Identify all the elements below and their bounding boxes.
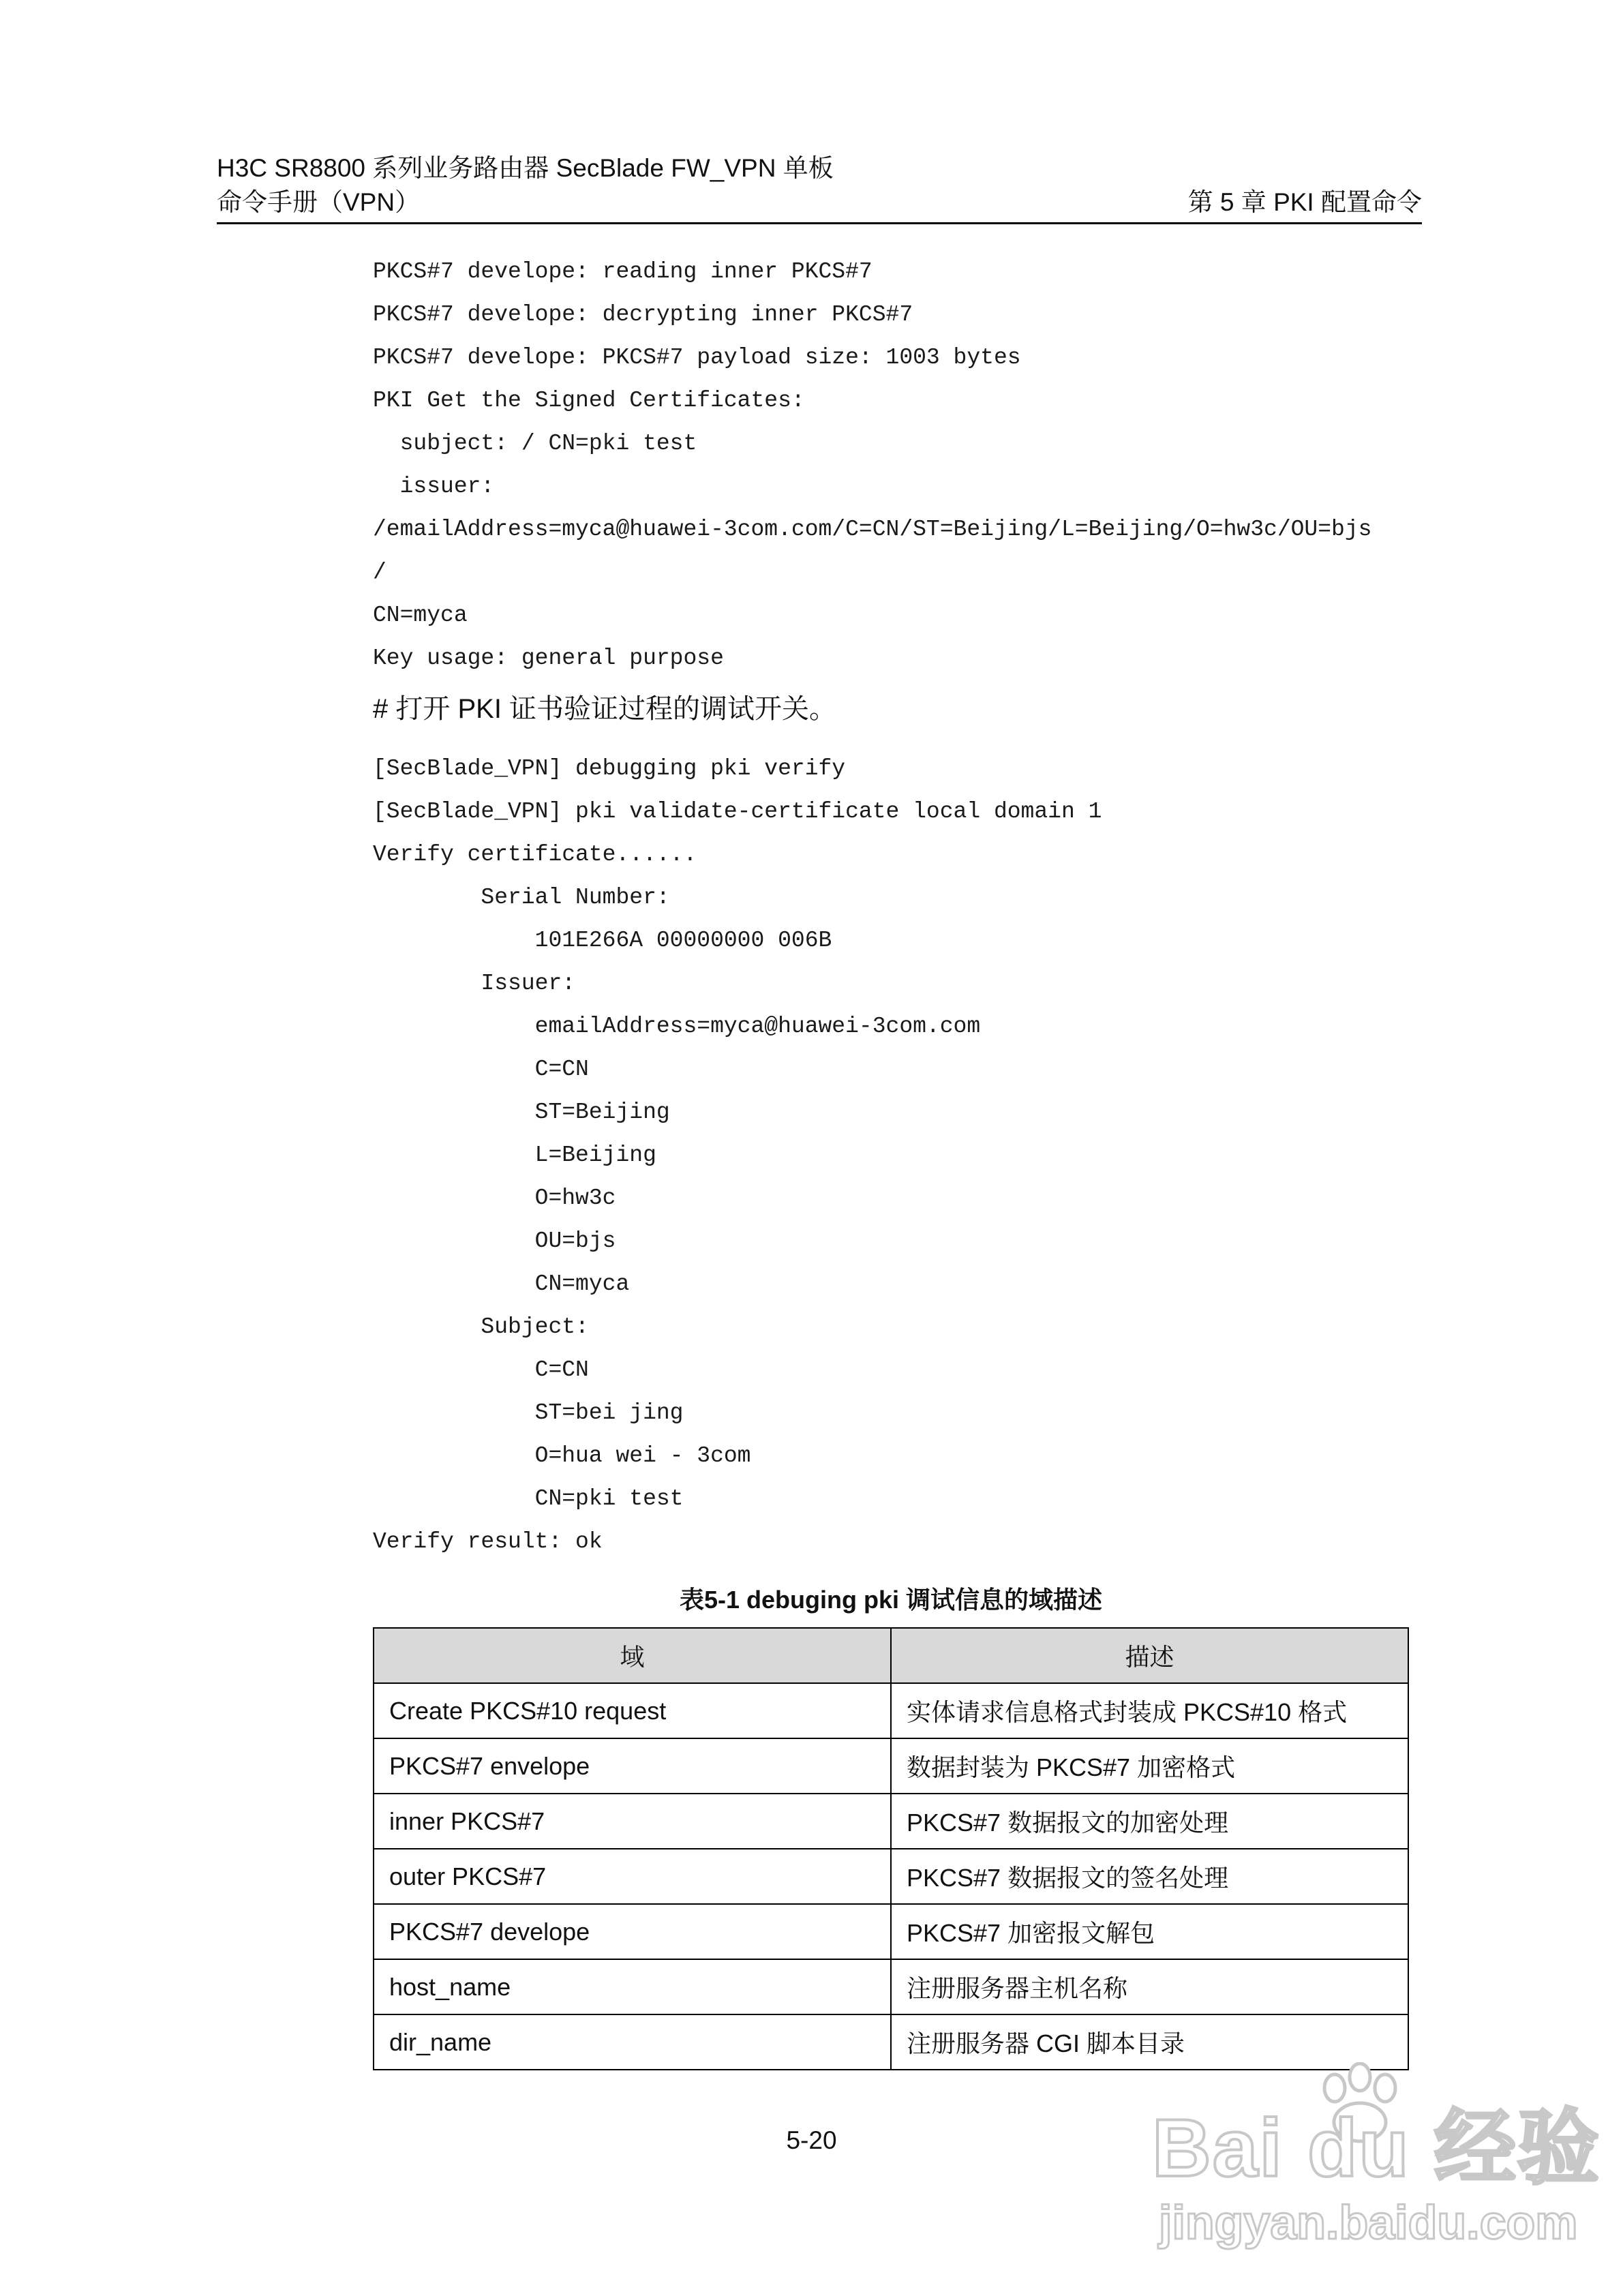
code-line: OU=bjs: [373, 1228, 616, 1254]
code-line: Verify certificate......: [373, 842, 697, 867]
header-product-title: H3C SR8800 系列业务路由器 SecBlade FW_VPN 单板: [217, 154, 834, 182]
description-cell: 数据封装为 PKCS#7 加密格式: [891, 1738, 1408, 1794]
page-number: 5-20: [786, 2126, 837, 2154]
field-description-table: [373, 1627, 1409, 2070]
table-row: [374, 1959, 1408, 2014]
field-cell: dir_name: [374, 2014, 891, 2070]
code-line: /: [373, 560, 386, 585]
table-row: [374, 1738, 1408, 1794]
code-line: ST=Beijing: [373, 1100, 670, 1125]
code-line: Serial Number:: [373, 885, 670, 910]
code-line: /emailAddress=myca@huawei-3com.com/C=CN/ST=Beijing/L=Beijing/O=hw3c/OU=bjs: [373, 517, 1372, 542]
code-line: Key usage: general purpose: [373, 646, 724, 671]
code-line: C=CN: [373, 1357, 589, 1383]
code-line: Verify result: ok: [373, 1529, 603, 1554]
header-manual-title: 命令手册（VPN）: [217, 188, 421, 216]
field-cell: host_name: [374, 1959, 891, 2014]
code-line: CN=pki test: [373, 1486, 684, 1511]
code-line: CN=myca: [373, 603, 468, 628]
field-cell: Create PKCS#10 request: [374, 1683, 891, 1738]
code-line: PKCS#7 develope: reading inner PKCS#7: [373, 259, 873, 284]
column-header-field: 域: [374, 1628, 891, 1683]
code-line: O=hw3c: [373, 1185, 616, 1211]
code-line: O=hua wei - 3com: [373, 1443, 751, 1468]
description-cell: PKCS#7 加密报文解包: [891, 1904, 1408, 1959]
code-line: PKCS#7 develope: decrypting inner PKCS#7: [373, 302, 913, 327]
baidu-jingyan-watermark: [1152, 2062, 1601, 2260]
description-cell: 实体请求信息格式封装成 PKCS#10 格式: [891, 1683, 1408, 1738]
table-row: [374, 1849, 1408, 1904]
table-caption: 表5-1 debuging pki 调试信息的域描述: [679, 1586, 1103, 1614]
watermark-logo-text: Bai du 经验: [1152, 2102, 1601, 2194]
description-cell: 注册服务器 CGI 脚本目录: [891, 2014, 1408, 2070]
table-row: [374, 1794, 1408, 1849]
table-row: [374, 1683, 1408, 1738]
code-line: [SecBlade_VPN] debugging pki verify: [373, 756, 846, 781]
code-line: 101E266A 00000000 006B: [373, 928, 832, 953]
field-cell: outer PKCS#7: [374, 1849, 891, 1904]
code-line: Subject:: [373, 1314, 589, 1340]
watermark-site-text: jingyan.baidu.com: [1159, 2196, 1578, 2249]
description-cell: 注册服务器主机名称: [891, 1959, 1408, 2014]
field-cell: PKCS#7 develope: [374, 1904, 891, 1959]
header-chapter-title: 第 5 章 PKI 配置命令: [1187, 188, 1422, 216]
code-line: PKCS#7 develope: PKCS#7 payload size: 1003 bytes: [373, 345, 1021, 370]
debug-output-block-1: [373, 250, 1371, 680]
code-line: [SecBlade_VPN] pki validate-certificate local domain 1: [373, 799, 1102, 824]
description-cell: PKCS#7 数据报文的加密处理: [891, 1794, 1408, 1849]
field-cell: inner PKCS#7: [374, 1794, 891, 1849]
table-row: [374, 2014, 1408, 2070]
field-cell: PKCS#7 envelope: [374, 1738, 891, 1794]
code-line: CN=myca: [373, 1271, 630, 1297]
column-header-description: 描述: [891, 1628, 1408, 1683]
code-line: ST=bei jing: [373, 1400, 684, 1425]
code-line: issuer:: [373, 474, 495, 499]
section-note: # 打开 PKI 证书验证过程的调试开关。: [373, 694, 837, 724]
table-header-row: [374, 1628, 1408, 1683]
debug-output-block-2: [373, 747, 1102, 1563]
code-line: L=Beijing: [373, 1143, 656, 1168]
table-row: [374, 1904, 1408, 1959]
code-line: PKI Get the Signed Certificates:: [373, 388, 805, 413]
page-header: [217, 151, 1422, 224]
code-line: Issuer:: [373, 971, 576, 996]
description-cell: PKCS#7 数据报文的签名处理: [891, 1849, 1408, 1904]
code-line: C=CN: [373, 1057, 589, 1082]
code-line: subject: / CN=pki test: [373, 431, 697, 456]
code-line: emailAddress=myca@huawei-3com.com: [373, 1014, 981, 1039]
